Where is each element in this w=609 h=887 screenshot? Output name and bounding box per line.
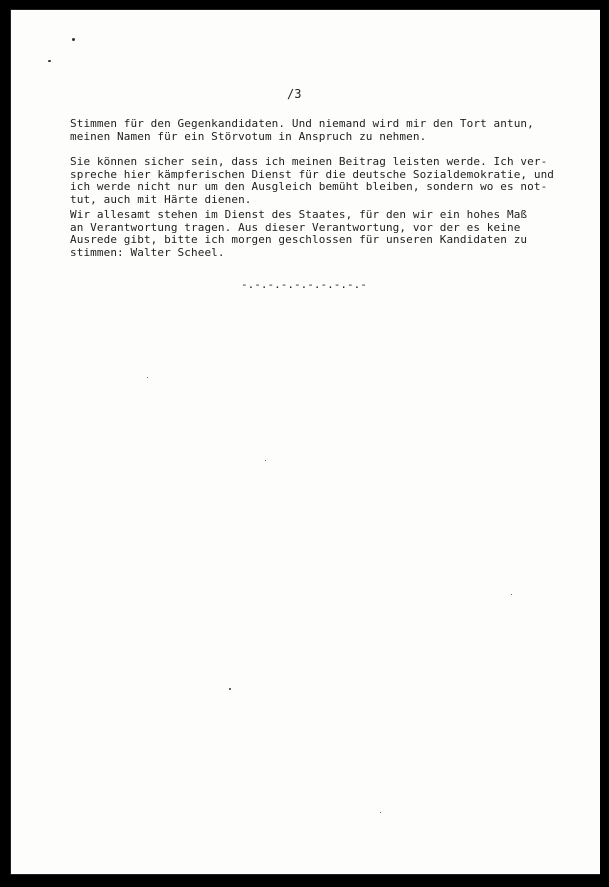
paragraph-3: Wir allesamt stehen im Dienst des Staates, für den wir ein hohes Maß an Verantwortung tragen. Aus dieser Verantwortung, vor der es keine Ausrede gibt, bitte ich morgen geschlossen für unseren Kandidaten zu stimmen: Walter Scheel. [70,208,528,259]
paragraph-1: Stimmen für den Gegenkandidaten. Und niemand wird mir den Tort antun, meinen Namen für ein Störvotum in Anspruch zu nehmen. [70,117,534,143]
scan-speck [380,812,381,813]
paragraph-2: Sie können sicher sein, dass ich meinen Beitrag leisten werde. Ich ver- spreche hier kämpferischen Dienst für die deutsche Sozialdemokratie, und ich werde nicht nur um den Ausgleich bemüht bleiben, sondern wo es not- tut, auch mit Härte dienen. [70,155,555,206]
scan-border [600,0,609,887]
document-page [11,10,600,874]
scan-speck [511,594,512,595]
scan-speck [48,60,51,62]
scan-speck [72,38,75,41]
scan-speck [147,377,148,378]
scan-speck [265,460,266,461]
page-number: /3 [287,87,302,101]
section-separator: -.-.-.-.-.-.-.-.-.- [241,278,367,291]
scan-speck [229,688,231,690]
